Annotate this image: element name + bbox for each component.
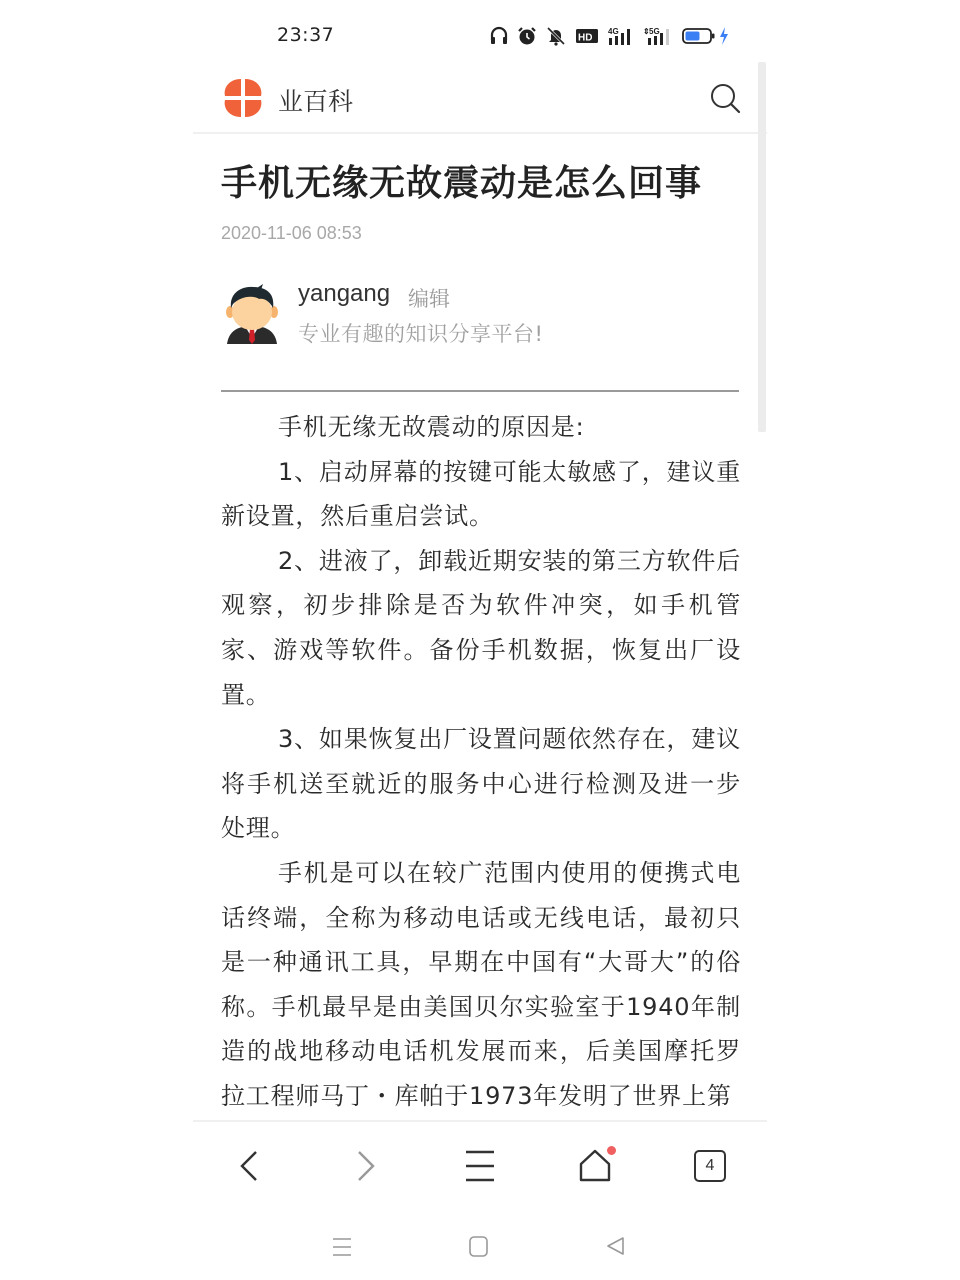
forward-icon[interactable] (343, 1144, 387, 1188)
logo-icon[interactable] (221, 76, 265, 120)
author-card (221, 280, 741, 350)
headphones-icon (490, 26, 508, 46)
system-navigation (193, 1215, 767, 1280)
article-body (221, 405, 741, 1119)
paragraph: 1、启动屏幕的按键可能太敏感了，建议重新设置，然后重启尝试。 (221, 457, 741, 531)
divider (221, 390, 739, 392)
4g-signal-icon (608, 26, 634, 46)
mute-bell-icon (546, 26, 566, 46)
paragraph: 2、进液了，卸载近期安装的第三方软件后观察，初步排除是否为软件冲突，如手机管家、游戏等软件。备份手机数据，恢复出厂设置。 (221, 546, 741, 709)
search-icon[interactable] (709, 82, 741, 114)
scrollbar[interactable] (758, 62, 766, 432)
article-date: 2020-11-06 08:53 (221, 223, 362, 243)
recents-icon[interactable] (329, 1233, 357, 1261)
author-name[interactable]: yangang (298, 280, 391, 307)
phone-screen (193, 0, 767, 1280)
charging-bolt-icon (719, 26, 729, 46)
paragraph: 手机是可以在较广范围内使用的便携式电话终端，全称为移动电话或无线电话，最初只是一种通讯工具，早期在中国有“大哥大”的俗称。手机最早是由美国贝尔实验室于1940年制造的战地移动电话机发展而来，后美国摩托罗拉工程师马丁・库帕于1973年发明了世界上第 (221, 858, 741, 1110)
tab-count: 4 (694, 1150, 726, 1182)
home-button[interactable] (573, 1144, 617, 1188)
site-name[interactable]: 业百科 (278, 87, 354, 116)
article-title: 手机无缘无故震动是怎么回事 (221, 163, 703, 204)
back-icon[interactable] (228, 1144, 272, 1188)
svg-text:5G: 5G (649, 27, 660, 36)
notification-dot (607, 1146, 616, 1155)
alarm-icon (517, 26, 537, 46)
system-back-icon[interactable] (603, 1233, 631, 1261)
status-icons (490, 25, 729, 47)
author-bio: 专业有趣的知识分享平台! (298, 322, 544, 346)
paragraph: 手机无缘无故震动的原因是: (278, 413, 585, 441)
site-header (193, 62, 767, 134)
browser-toolbar (193, 1120, 767, 1215)
avatar[interactable] (223, 282, 281, 348)
menu-icon[interactable] (458, 1144, 502, 1188)
svg-text:4G: 4G (608, 27, 619, 36)
tabs-button[interactable] (688, 1144, 732, 1188)
status-bar (193, 0, 767, 62)
paragraph: 3、如果恢复出厂设置问题依然存在，建议将手机送至就近的服务中心进行检测及进一步处理。 (221, 725, 741, 843)
svg-text:⇕: ⇕ (643, 27, 650, 36)
hd-voice-icon (575, 26, 599, 46)
battery-icon (682, 26, 716, 46)
5g-signal-icon (643, 26, 673, 46)
system-home-icon[interactable] (466, 1233, 494, 1261)
author-role: 编辑 (408, 287, 450, 311)
status-time: 23:37 (277, 24, 335, 46)
svg-text:HD: HD (578, 32, 593, 44)
